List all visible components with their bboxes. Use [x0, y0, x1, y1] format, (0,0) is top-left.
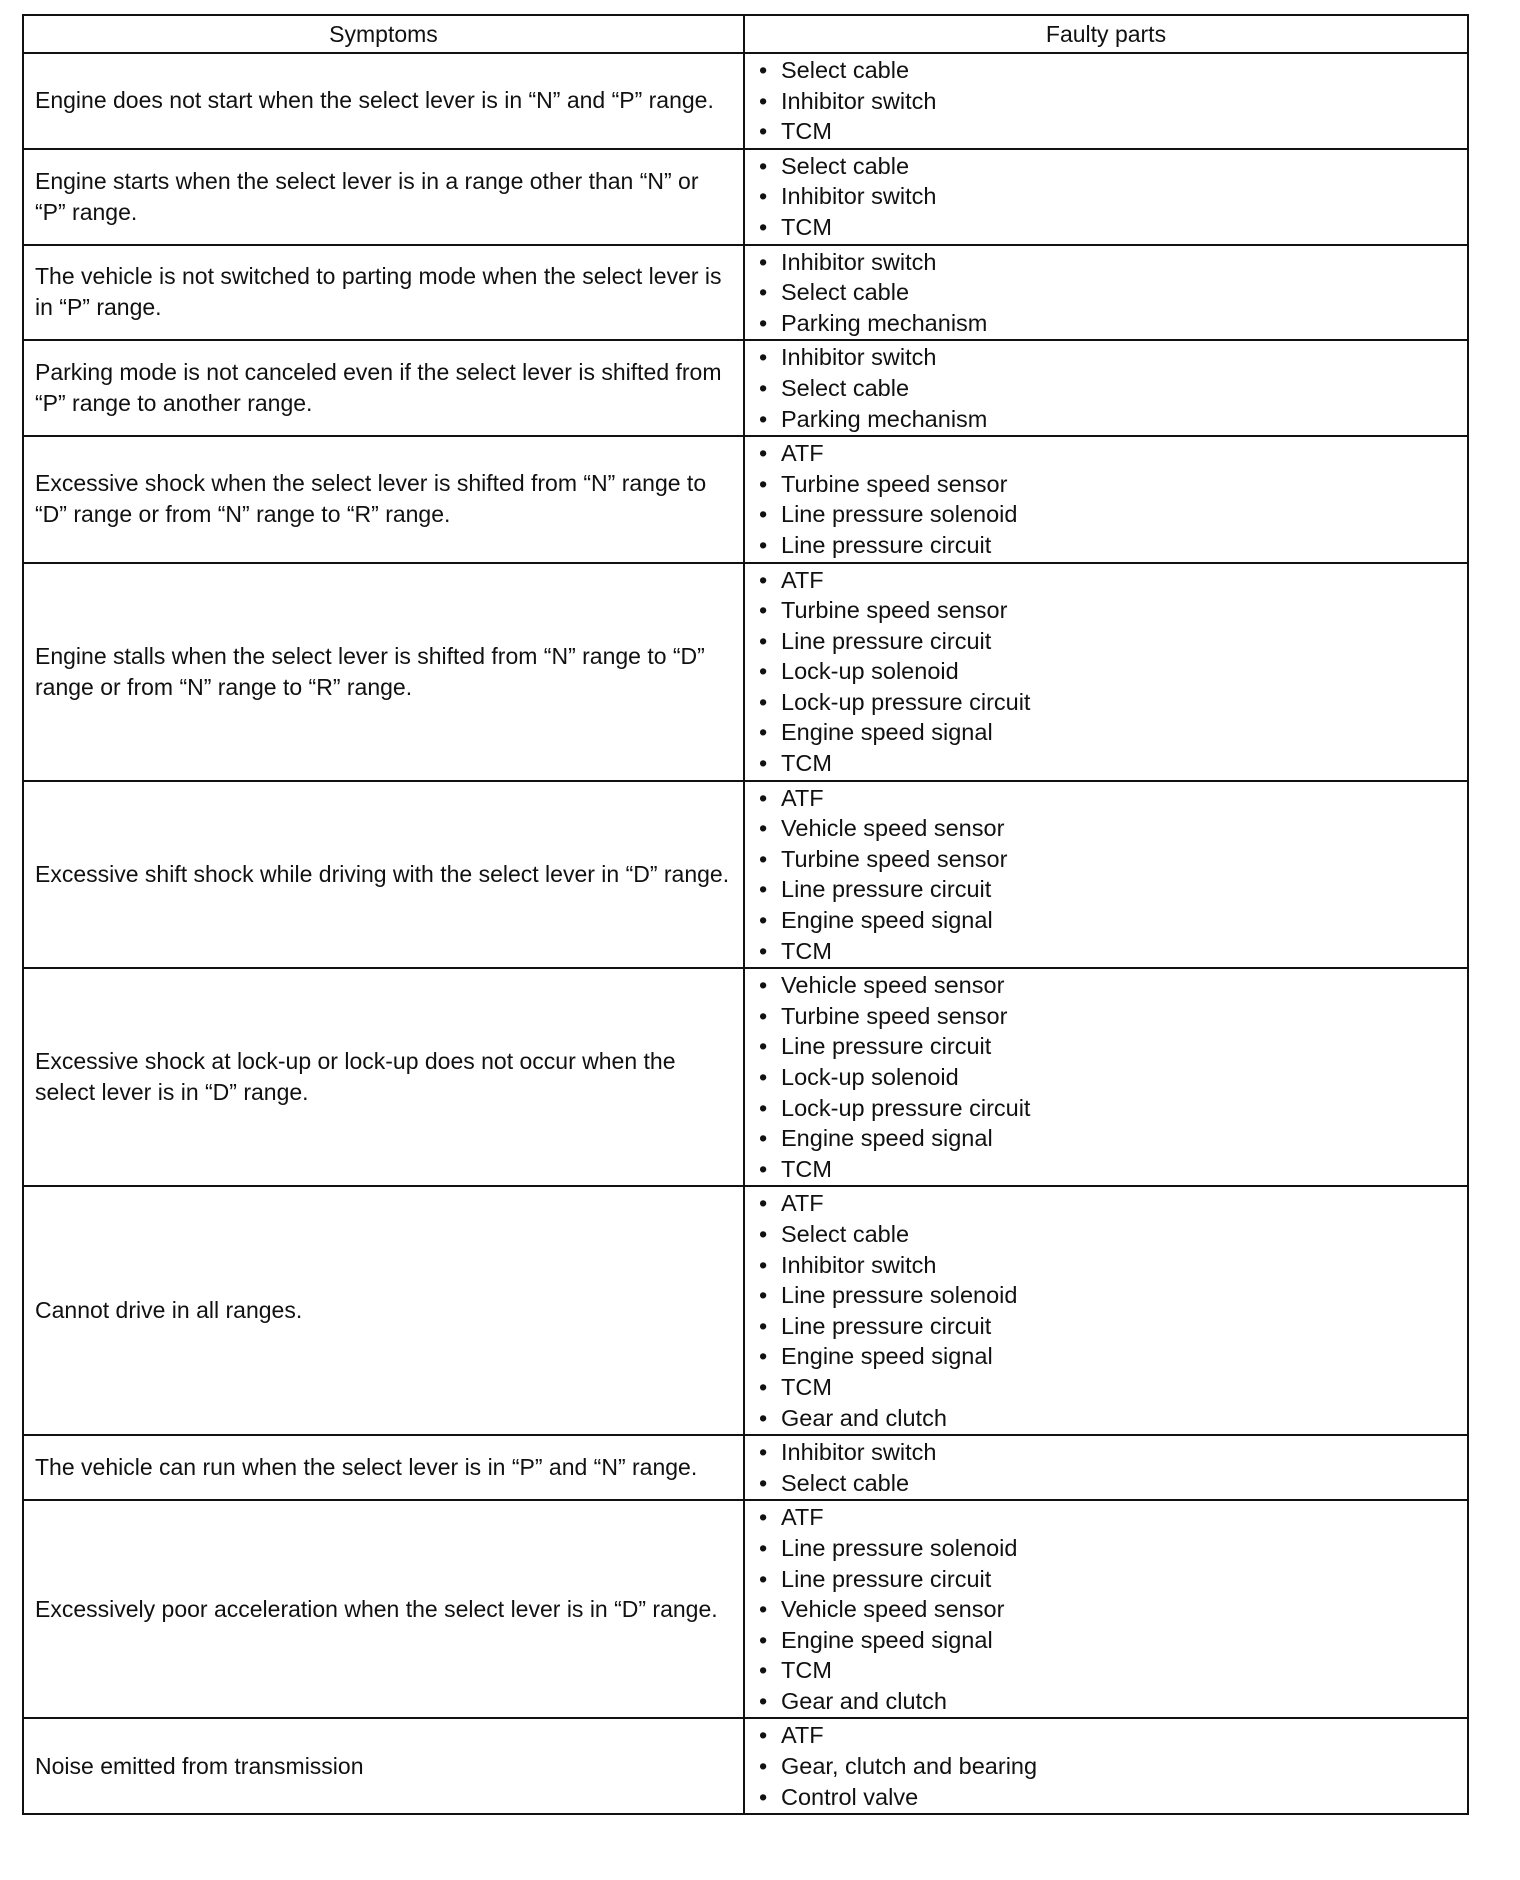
table-header: [23, 15, 1468, 53]
symptom-cell: Excessively poor acceleration when the select lever is in “D” range.: [23, 1500, 744, 1718]
bullet-icon: •: [759, 1534, 768, 1561]
bullet-icon: •: [759, 688, 768, 715]
faulty-part-item: [755, 438, 1467, 469]
faulty-part-label: ATF: [781, 1722, 824, 1749]
faulty-part-item: [755, 342, 1467, 373]
bullet-icon: •: [759, 1687, 768, 1714]
symptom-cell: Engine stalls when the select lever is shifted from “N” range to “D” range or from “N” range to “R” range.: [23, 563, 744, 781]
faulty-part-label: Vehicle speed sensor: [781, 972, 1005, 999]
bullet-icon: •: [759, 845, 768, 872]
bullet-icon: •: [759, 57, 768, 83]
table-row: [23, 1186, 1468, 1435]
faulty-part-label: Lock-up solenoid: [781, 658, 959, 685]
faulty-part-item: [755, 1720, 1467, 1751]
faulty-part-item: [755, 212, 1467, 243]
faulty-part-item: [755, 1468, 1467, 1499]
table-row: [23, 1435, 1468, 1500]
symptom-cell: Noise emitted from transmission: [23, 1718, 744, 1814]
faulty-part-label: Lock-up solenoid: [781, 1064, 959, 1090]
symptoms-header: Symptoms: [23, 15, 744, 53]
faulty-part-label: Engine speed signal: [781, 719, 993, 746]
symptom-table: [22, 14, 1469, 1815]
bullet-icon: •: [759, 248, 768, 275]
bullet-icon: •: [759, 309, 768, 336]
faulty-part-item: [755, 1502, 1467, 1533]
bullet-icon: •: [759, 1596, 768, 1623]
faulty-part-label: ATF: [781, 1190, 824, 1217]
bullet-icon: •: [759, 1404, 768, 1431]
bullet-icon: •: [759, 597, 768, 624]
faulty-part-item: [755, 1686, 1467, 1717]
faulty-part-item: [755, 1372, 1467, 1403]
faulty-part-label: TCM: [781, 1657, 832, 1684]
faulty-part-label: Line pressure circuit: [781, 1033, 992, 1060]
faulty-part-label: Line pressure circuit: [781, 627, 992, 654]
faulty-part-item: [755, 247, 1467, 278]
faulty-parts-cell: [744, 1435, 1468, 1500]
bullet-icon: •: [759, 344, 768, 371]
bullet-icon: •: [759, 750, 768, 777]
faulty-part-item: [755, 1564, 1467, 1595]
faulty-part-label: Vehicle speed sensor: [781, 815, 1005, 842]
symptom-cell: Parking mode is not canceled even if the select lever is shifted from “P” range to another range.: [23, 340, 744, 436]
faulty-part-label: Line pressure solenoid: [781, 1282, 1018, 1309]
faulty-part-label: Lock-up pressure circuit: [781, 688, 1031, 715]
bullet-icon: •: [759, 213, 768, 240]
faulty-part-item: [755, 530, 1467, 561]
faulty-part-item: [755, 1154, 1467, 1185]
faulty-parts-list: [755, 783, 1467, 967]
faulty-part-item: [755, 469, 1467, 500]
faulty-part-label: TCM: [781, 1373, 832, 1400]
table-row: [23, 1718, 1468, 1814]
faulty-part-item: [755, 277, 1467, 308]
table-row: [23, 563, 1468, 781]
bullet-icon: •: [759, 937, 768, 964]
faulty-part-item: [755, 1311, 1467, 1342]
faulty-part-label: Gear, clutch and bearing: [781, 1753, 1038, 1780]
symptom-cell: Engine starts when the select lever is in a range other than “N” or “P” range.: [23, 149, 744, 245]
faulty-part-label: ATF: [781, 784, 824, 811]
symptom-cell: Excessive shock at lock-up or lock-up does not occur when the select lever is in “D” range.: [23, 968, 744, 1186]
bullet-icon: •: [759, 501, 768, 528]
faulty-part-label: Line pressure circuit: [781, 876, 992, 903]
bullet-icon: •: [759, 531, 768, 558]
faulty-part-item: [755, 813, 1467, 844]
faulty-part-item: [755, 595, 1467, 626]
faulty-parts-cell: [744, 149, 1468, 245]
bullet-icon: •: [759, 719, 768, 746]
faulty-parts-cell: [744, 968, 1468, 1186]
faulty-part-item: [755, 1625, 1467, 1656]
faulty-parts-list: [755, 1502, 1467, 1716]
symptom-cell: Excessive shift shock while driving with the select lever in “D” range.: [23, 781, 744, 969]
bullet-icon: •: [759, 1125, 768, 1152]
faulty-parts-list: [755, 970, 1467, 1184]
faulty-parts-cell: [744, 1718, 1468, 1814]
bullet-icon: •: [759, 566, 768, 593]
bullet-icon: •: [759, 183, 768, 210]
faulty-part-item: [755, 783, 1467, 814]
faulty-part-item: [755, 1280, 1467, 1311]
faulty-part-item: [755, 373, 1467, 404]
table-row: [23, 968, 1468, 1186]
faulty-parts-cell: [744, 781, 1468, 969]
faulty-part-label: Line pressure circuit: [781, 531, 992, 558]
bullet-icon: •: [759, 1094, 768, 1121]
bullet-icon: •: [759, 1626, 768, 1653]
faulty-part-label: Select cable: [781, 1469, 910, 1496]
faulty-part-item: [755, 565, 1467, 596]
faulty-parts-list: [755, 342, 1467, 434]
faulty-part-label: Select cable: [781, 152, 910, 179]
bullet-icon: •: [759, 1657, 768, 1684]
faulty-part-label: Line pressure solenoid: [781, 501, 1018, 528]
faulty-part-item: [755, 151, 1467, 182]
faulty-part-label: TCM: [781, 937, 832, 964]
bullet-icon: •: [759, 374, 768, 401]
faulty-part-label: Line pressure circuit: [781, 1565, 992, 1592]
faulty-part-label: Inhibitor switch: [781, 1439, 937, 1466]
symptom-cell: Engine does not start when the select lever is in “N” and “P” range.: [23, 53, 744, 149]
faulty-part-label: Vehicle speed sensor: [781, 1596, 1005, 1623]
bullet-icon: •: [759, 1002, 768, 1029]
faulty-part-label: Inhibitor switch: [781, 183, 937, 210]
faulty-part-label: Engine speed signal: [781, 907, 993, 934]
faulty-part-label: TCM: [781, 750, 832, 777]
faulty-part-item: [755, 1594, 1467, 1625]
faulty-part-label: Inhibitor switch: [781, 87, 937, 114]
faulty-part-item: [755, 1001, 1467, 1032]
faulty-parts-list: [755, 55, 1467, 147]
faulty-part-label: Gear and clutch: [781, 1404, 947, 1431]
faulty-part-item: [755, 1751, 1467, 1782]
faulty-part-item: [755, 936, 1467, 967]
faulty-part-label: Engine speed signal: [781, 1125, 993, 1152]
faulty-parts-cell: [744, 245, 1468, 341]
faulty-part-label: Turbine speed sensor: [781, 845, 1008, 872]
faulty-part-label: ATF: [781, 566, 824, 593]
bullet-icon: •: [759, 1373, 768, 1400]
faulty-part-label: TCM: [781, 1155, 832, 1182]
faulty-part-label: Select cable: [781, 1220, 910, 1247]
faulty-part-item: [755, 970, 1467, 1001]
faulty-part-item: [755, 1188, 1467, 1219]
faulty-part-label: Engine speed signal: [781, 1626, 993, 1653]
faulty-part-item: [755, 1341, 1467, 1372]
bullet-icon: •: [759, 440, 768, 467]
symptom-cell: Cannot drive in all ranges.: [23, 1186, 744, 1435]
bullet-icon: •: [759, 658, 768, 685]
faulty-part-item: [755, 308, 1467, 339]
faulty-part-label: Turbine speed sensor: [781, 470, 1008, 497]
faulty-part-item: [755, 844, 1467, 875]
faulty-part-item: [755, 717, 1467, 748]
bullet-icon: •: [759, 1282, 768, 1309]
faulty-part-item: [755, 86, 1467, 117]
faulty-parts-list: [755, 438, 1467, 560]
faulty-part-label: Select cable: [781, 57, 910, 83]
bullet-icon: •: [759, 1251, 768, 1278]
faulty-part-label: Engine speed signal: [781, 1343, 993, 1370]
faulty-part-item: [755, 874, 1467, 905]
faulty-part-item: [755, 55, 1467, 86]
faulty-part-label: Turbine speed sensor: [781, 1002, 1008, 1029]
bullet-icon: •: [759, 1343, 768, 1370]
bullet-icon: •: [759, 87, 768, 114]
faulty-part-label: Parking mechanism: [781, 309, 988, 336]
faulty-part-label: Inhibitor switch: [781, 248, 937, 275]
bullet-icon: •: [759, 1722, 768, 1749]
faulty-parts-list: [755, 1720, 1467, 1812]
faulty-parts-header: Faulty parts: [744, 15, 1468, 53]
faulty-parts-list: [755, 565, 1467, 779]
bullet-icon: •: [759, 1439, 768, 1466]
bullet-icon: •: [759, 907, 768, 934]
faulty-parts-list: [755, 151, 1467, 243]
table-row: [23, 340, 1468, 436]
bullet-icon: •: [759, 152, 768, 179]
bullet-icon: •: [759, 815, 768, 842]
bullet-icon: •: [759, 1753, 768, 1780]
faulty-part-label: ATF: [781, 440, 824, 467]
faulty-part-label: TCM: [781, 118, 832, 145]
bullet-icon: •: [759, 1565, 768, 1592]
faulty-part-label: Select cable: [781, 279, 910, 306]
table-row: [23, 149, 1468, 245]
faulty-part-item: [755, 1062, 1467, 1093]
faulty-part-label: Line pressure solenoid: [781, 1534, 1018, 1561]
faulty-part-item: [755, 116, 1467, 147]
faulty-part-label: Inhibitor switch: [781, 1251, 937, 1278]
bullet-icon: •: [759, 279, 768, 306]
symptom-cell: Excessive shock when the select lever is shifted from “N” range to “D” range or from “N” range to “R” range.: [23, 436, 744, 562]
faulty-part-label: Turbine speed sensor: [781, 597, 1008, 624]
bullet-icon: •: [759, 627, 768, 654]
faulty-part-label: TCM: [781, 213, 832, 240]
table-row: [23, 781, 1468, 969]
faulty-part-item: [755, 1533, 1467, 1564]
faulty-parts-cell: [744, 53, 1468, 149]
faulty-part-item: [755, 656, 1467, 687]
faulty-part-item: [755, 1655, 1467, 1686]
bullet-icon: •: [759, 405, 768, 432]
faulty-part-label: Gear and clutch: [781, 1687, 947, 1714]
faulty-parts-cell: [744, 340, 1468, 436]
faulty-parts-list: [755, 1188, 1467, 1433]
faulty-parts-cell: [744, 563, 1468, 781]
faulty-parts-list: [755, 1437, 1467, 1498]
symptom-cell: The vehicle is not switched to parting mode when the select lever is in “P” range.: [23, 245, 744, 341]
faulty-part-label: Parking mechanism: [781, 405, 988, 432]
faulty-part-item: [755, 1782, 1467, 1813]
faulty-part-item: [755, 1403, 1467, 1434]
table-row: [23, 436, 1468, 562]
faulty-part-item: [755, 748, 1467, 779]
bullet-icon: •: [759, 1783, 768, 1810]
symptom-cell: The vehicle can run when the select lever is in “P” and “N” range.: [23, 1435, 744, 1500]
bullet-icon: •: [759, 784, 768, 811]
faulty-parts-cell: [744, 1500, 1468, 1718]
faulty-part-item: [755, 1031, 1467, 1062]
bullet-icon: •: [759, 1312, 768, 1339]
faulty-part-item: [755, 404, 1467, 435]
faulty-parts-list: [755, 247, 1467, 339]
bullet-icon: •: [759, 118, 768, 145]
faulty-parts-cell: [744, 1186, 1468, 1435]
bullet-icon: •: [759, 1504, 768, 1531]
bullet-icon: •: [759, 470, 768, 497]
bullet-icon: •: [759, 1033, 768, 1060]
table-row: [23, 245, 1468, 341]
faulty-part-label: Select cable: [781, 374, 910, 401]
faulty-part-item: [755, 181, 1467, 212]
faulty-part-item: [755, 1123, 1467, 1154]
faulty-part-item: [755, 1219, 1467, 1250]
bullet-icon: •: [759, 1064, 768, 1090]
faulty-part-label: Line pressure circuit: [781, 1312, 992, 1339]
faulty-part-label: Control valve: [781, 1783, 919, 1810]
header-row: [23, 15, 1468, 53]
faulty-part-label: ATF: [781, 1504, 824, 1531]
bullet-icon: •: [759, 1190, 768, 1217]
table-body: [23, 53, 1468, 1814]
bullet-icon: •: [759, 1469, 768, 1496]
table-row: [23, 53, 1468, 149]
faulty-part-item: [755, 499, 1467, 530]
faulty-part-label: Inhibitor switch: [781, 344, 937, 371]
faulty-part-item: [755, 905, 1467, 936]
faulty-part-label: Lock-up pressure circuit: [781, 1094, 1031, 1121]
faulty-part-item: [755, 1437, 1467, 1468]
bullet-icon: •: [759, 1220, 768, 1247]
bullet-icon: •: [759, 972, 768, 999]
bullet-icon: •: [759, 1155, 768, 1182]
table-row: [23, 1500, 1468, 1718]
faulty-part-item: [755, 1093, 1467, 1124]
faulty-part-item: [755, 1250, 1467, 1281]
faulty-part-item: [755, 687, 1467, 718]
bullet-icon: •: [759, 876, 768, 903]
faulty-part-item: [755, 626, 1467, 657]
faulty-parts-cell: [744, 436, 1468, 562]
